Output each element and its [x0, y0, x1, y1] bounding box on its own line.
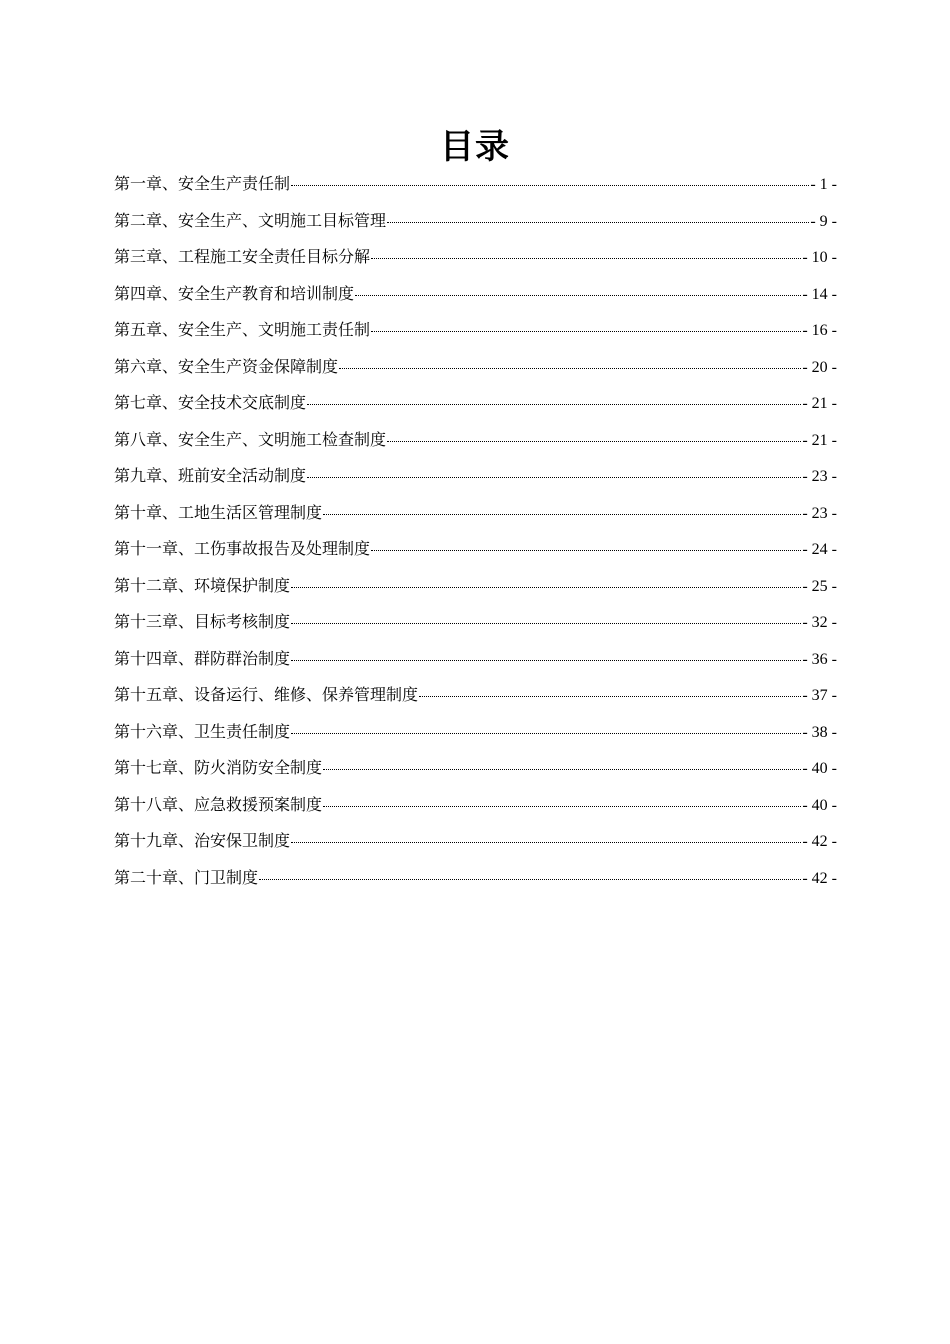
- toc-entry-label: 第四章、安全生产教育和培训制度: [114, 283, 355, 303]
- toc-entry-page: - 23 -: [802, 504, 837, 522]
- toc-dot-leader: [387, 206, 809, 223]
- toc-dot-leader: [339, 352, 801, 369]
- toc-entry-page: - 25 -: [802, 577, 837, 595]
- toc-entry[interactable]: [114, 750, 837, 787]
- toc-entry[interactable]: [114, 203, 837, 240]
- toc-entry[interactable]: [114, 641, 837, 678]
- toc-entry-page: - 42 -: [802, 869, 837, 887]
- toc-entry-page: - 23 -: [802, 468, 837, 485]
- toc-dot-leader: [291, 607, 801, 624]
- toc-entry[interactable]: [114, 166, 837, 203]
- toc-entry[interactable]: [114, 422, 837, 459]
- toc-entry-label: 第八章、安全生产、文明施工检查制度: [114, 429, 387, 449]
- toc-entry-label: 第一章、安全生产责任制: [114, 174, 291, 193]
- toc-entry-page: - 40 -: [802, 760, 837, 777]
- toc-list: [114, 166, 837, 896]
- toc-entry-label: 第十一章、工伤事故报告及处理制度: [114, 539, 371, 558]
- toc-entry[interactable]: [114, 276, 837, 313]
- toc-entry[interactable]: [114, 531, 837, 568]
- toc-entry-page: - 1 -: [810, 176, 837, 193]
- toc-entry-page: - 14 -: [802, 285, 837, 303]
- toc-dot-leader: [323, 790, 801, 807]
- toc-entry-label: 第十四章、群防群治制度: [114, 648, 291, 668]
- toc-entry-page: - 40 -: [802, 796, 837, 814]
- toc-entry-page: - 36 -: [802, 650, 837, 668]
- toc-entry-page: - 9 -: [810, 212, 837, 230]
- toc-entry[interactable]: [114, 568, 837, 605]
- toc-entry-label: 第十八章、应急救援预案制度: [114, 794, 323, 814]
- toc-entry-label: 第五章、安全生产、文明施工责任制: [114, 320, 371, 339]
- toc-entry[interactable]: [114, 495, 837, 532]
- toc-dot-leader: [419, 680, 801, 697]
- toc-entry-page: - 20 -: [802, 358, 837, 376]
- toc-title: 目录: [440, 127, 510, 167]
- toc-dot-leader: [291, 169, 809, 186]
- toc-dot-leader: [371, 315, 801, 332]
- toc-entry[interactable]: [114, 312, 837, 349]
- toc-entry-label: 第十二章、环境保护制度: [114, 575, 291, 595]
- toc-dot-leader: [323, 753, 801, 770]
- toc-entry[interactable]: [114, 458, 837, 495]
- toc-entry-label: 第三章、工程施工安全责任目标分解: [114, 247, 371, 266]
- toc-dot-leader: [387, 425, 801, 442]
- toc-dot-leader: [259, 863, 801, 880]
- toc-entry[interactable]: [114, 860, 837, 897]
- toc-entry-label: 第十五章、设备运行、维修、保养管理制度: [114, 685, 419, 704]
- toc-entry-label: 第二章、安全生产、文明施工目标管理: [114, 210, 387, 230]
- toc-dot-leader: [291, 571, 801, 588]
- toc-entry-label: 第九章、班前安全活动制度: [114, 466, 307, 485]
- toc-dot-leader: [291, 717, 801, 734]
- toc-entry-label: 第十九章、治安保卫制度: [114, 831, 291, 850]
- toc-dot-leader: [307, 461, 801, 478]
- toc-entry[interactable]: [114, 604, 837, 641]
- toc-entry[interactable]: [114, 239, 837, 276]
- toc-entry-page: - 37 -: [802, 687, 837, 704]
- toc-entry-label: 第十七章、防火消防安全制度: [114, 758, 323, 777]
- toc-dot-leader: [307, 388, 801, 405]
- toc-entry-page: - 21 -: [802, 431, 837, 449]
- toc-entry-page: - 16 -: [802, 322, 837, 339]
- toc-entry-label: 第十六章、卫生责任制度: [114, 721, 291, 741]
- toc-entry-page: - 32 -: [802, 614, 837, 631]
- toc-entry[interactable]: [114, 787, 837, 824]
- toc-entry[interactable]: [114, 677, 837, 714]
- toc-entry[interactable]: [114, 714, 837, 751]
- toc-entry-label: 第七章、安全技术交底制度: [114, 393, 307, 412]
- toc-dot-leader: [291, 644, 801, 661]
- toc-entry-label: 第六章、安全生产资金保障制度: [114, 356, 339, 376]
- toc-dot-leader: [323, 498, 801, 515]
- toc-dot-leader: [371, 242, 801, 259]
- toc-dot-leader: [291, 826, 801, 843]
- toc-entry[interactable]: [114, 349, 837, 386]
- toc-entry-page: - 10 -: [802, 249, 837, 266]
- toc-entry[interactable]: [114, 385, 837, 422]
- toc-dot-leader: [355, 279, 801, 296]
- toc-entry-label: 第十章、工地生活区管理制度: [114, 502, 323, 522]
- toc-entry-page: - 21 -: [802, 395, 837, 412]
- toc-entry[interactable]: [114, 823, 837, 860]
- toc-entry-label: 第二十章、门卫制度: [114, 867, 259, 887]
- toc-entry-page: - 42 -: [802, 833, 837, 850]
- toc-entry-page: - 38 -: [802, 723, 837, 741]
- toc-dot-leader: [371, 534, 801, 551]
- toc-entry-label: 第十三章、目标考核制度: [114, 612, 291, 631]
- toc-entry-page: - 24 -: [802, 541, 837, 558]
